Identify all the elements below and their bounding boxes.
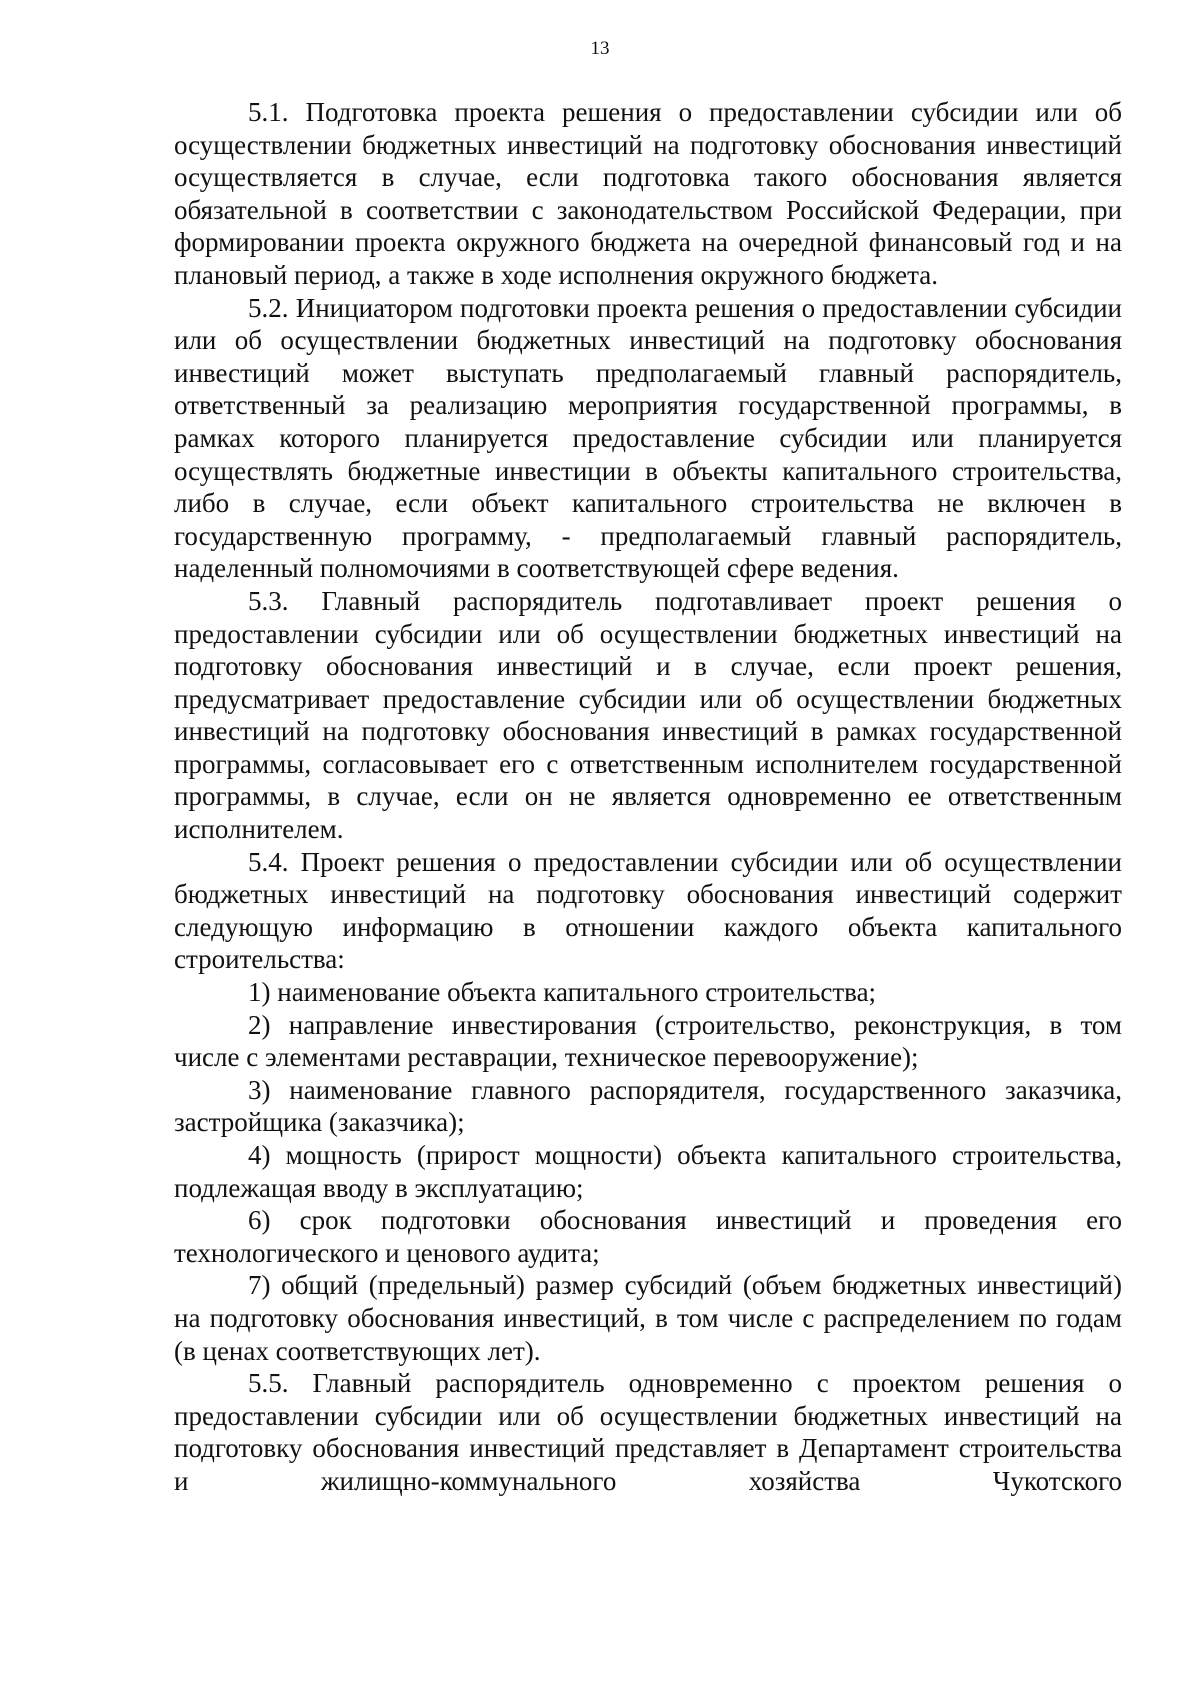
list-item-2: 2) направление инвестирования (строительство, реконструкция, в том числе с элементами реставрации, техническое перевооружение);: [174, 1009, 1122, 1073]
list-item-6: 6) срок подготовки обоснования инвестиций и проведения его технологического и ценового аудита;: [174, 1205, 1122, 1268]
list-item-1: 1) наименование объекта капитального строительства;: [248, 977, 877, 1008]
paragraph-5-5: 5.5. Главный распорядитель одновременно с проектом решения о предоставлении субсидии или об осуществлении бюджетных инвестиций на подготовку обоснования инвестиций представляет в Департамент строительства и жилищно-коммунального хозяйства Чукотского: [174, 1368, 1122, 1496]
paragraph-5-1: 5.1. Подготовка проекта решения о предоставлении субсидии или об осуществлении бюджетных инвестиций на подготовку обоснования инвестиций осуществляется в случае, если подготовка такого обоснования является обязательной в соответствии с законодательством Российской Федерации, при формировании проекта окружного бюджета на очередной финансовый год и на плановый период, а также в ходе исполнения окружного бюджета.: [174, 97, 1122, 290]
list-item-7: 7) общий (предельный) размер субсидий (объем бюджетных инвестиций) на подготовку обоснования инвестиций, в том числе с распределением по годам (в ценах соответствующих лет).: [174, 1270, 1122, 1366]
paragraph-5-3: 5.3. Главный распорядитель подготавливает проект решения о предоставлении субсидии или об осуществлении бюджетных инвестиций на подготовку обоснования инвестиций и в случае, если проект решения, предусматривает предоставление субсидии или об осуществлении бюджетных инвестиций на подготовку обоснования инвестиций в рамках государственной программы, согласовывает его с ответственным исполнителем государственной программы, в случае, если он не является одновременно ее ответственным исполнителем.: [174, 585, 1122, 845]
page-number: 13: [590, 38, 610, 59]
paragraph-5-2: 5.2. Инициатором подготовки проекта решения о предоставлении субсидии или об осуществлении бюджетных инвестиций на подготовку обоснования инвестиций может выступать предполагаемый главный распорядитель, ответственный за реализацию мероприятия государственной программы, в рамках которого планируется предоставление субсидии или планируется осуществлять бюджетные инвестиции в объекты капитального строительства, либо в случае, если объект капитального строительства не включен в государственную программу, - предполагаемый главный распорядитель, наделенный полномочиями в соответствующей сфере ведения.: [174, 292, 1122, 584]
list-item-4: 4) мощность (прирост мощности) объекта капитального строительства, подлежащая вводу в эксплуатацию;: [174, 1140, 1122, 1203]
list-item-3: 3) наименование главного распорядителя, государственного заказчика, застройщика (заказчика);: [174, 1074, 1122, 1138]
document-body: [174, 96, 1122, 1498]
paragraph-5-4: 5.4. Проект решения о предоставлении субсидии или об осуществлении бюджетных инвестиций на подготовку обоснования инвестиций содержит следующую информацию в отношении каждого объекта капитального строительства:: [174, 846, 1122, 975]
